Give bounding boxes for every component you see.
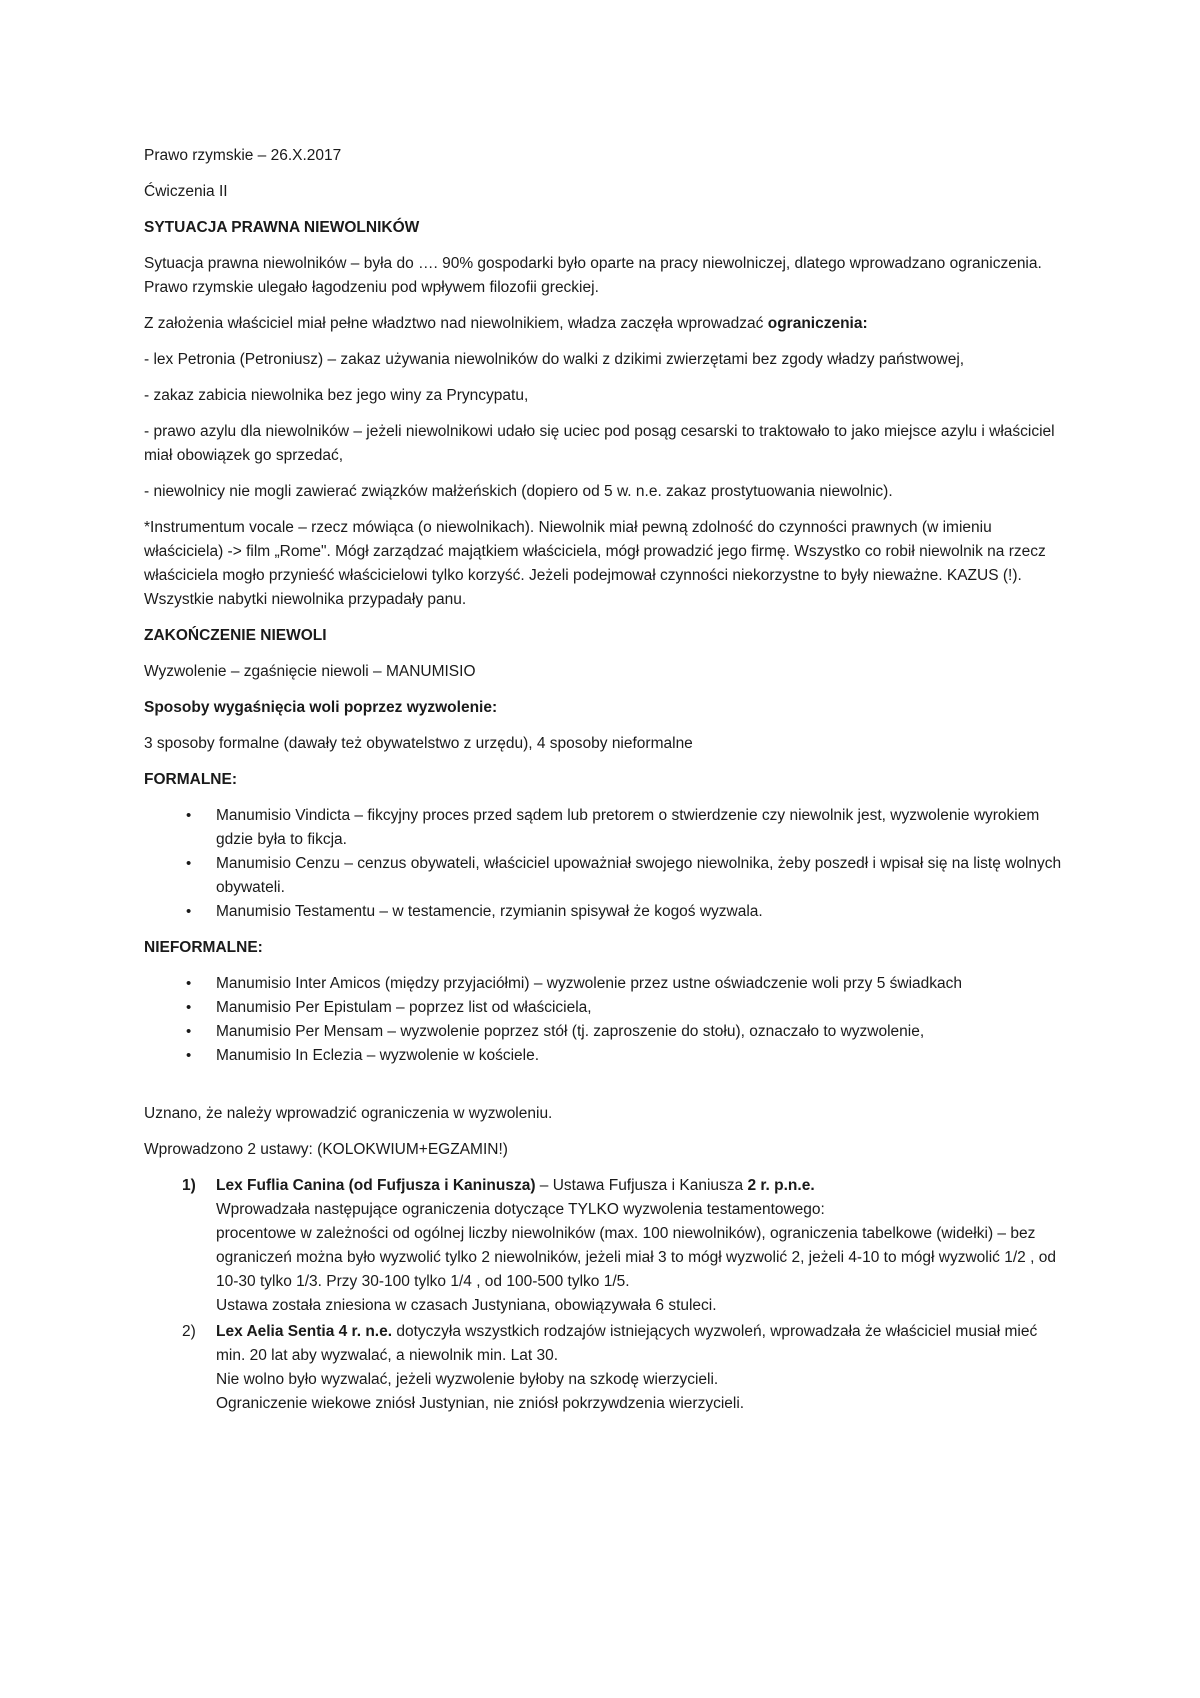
formal-heading: FORMALNE: <box>144 771 237 788</box>
document-subtitle: Ćwiczenia II <box>144 183 228 200</box>
section-heading-end-of-slavery: ZAKOŃCZENIE NIEWOLI <box>144 627 327 644</box>
restriction-item-1: - lex Petronia (Petroniusz) – zakaz używania niewolników do walki z dzikimi zwierzętami bez zgody władzy państwowej, <box>144 351 965 368</box>
law-item-aelia-sentia <box>144 1320 1070 1416</box>
law-line: Wprowadzała następujące ograniczenia dotyczące TYLKO wyzwolenia testamentowego: <box>216 1201 825 1218</box>
list-item: • Manumisio Testamentu – w testamencie, rzymianin spisywał że kogoś wyzwala. <box>144 900 1070 924</box>
restriction-item-2: - zakaz zabicia niewolnika bez jego winy za Pryncypatu, <box>144 387 529 404</box>
law-item-fufia-caninia <box>144 1174 1070 1318</box>
document-title: Prawo rzymskie – 26.X.2017 <box>144 147 342 164</box>
law-title-line <box>216 1320 1070 1368</box>
restrictions-lead-text: Z założenia właściciel miał pełne władztwo nad niewolnikiem, władza zaczęła wprowadzać <box>144 315 768 332</box>
restrictions-lead-bold: ograniczenia: <box>767 315 868 332</box>
law-number: 1) <box>182 1177 196 1194</box>
laws-list <box>144 1174 1070 1416</box>
informal-heading: NIEFORMALNE: <box>144 939 263 956</box>
list-item: • Manumisio Vindicta – fikcyjny proces przed sądem lub pretorem o stwierdzenie czy niewolnik jest, wyzwolenie wyrokiem gdzie była to fikcja. <box>144 804 1070 852</box>
methods-summary: 3 sposoby formalne (dawały też obywatelstwo z urzędu), 4 sposoby nieformalne <box>144 735 693 752</box>
paragraph-laws-intro: Wprowadzono 2 ustawy: (KOLOKWIUM+EGZAMIN!) <box>144 1141 508 1158</box>
law-line: Nie wolno było wyzwalać, jeżeli wyzwolenie byłoby na szkodę wierzycieli. <box>216 1371 719 1388</box>
law-date: 2 r. p.n.e. <box>747 1177 815 1194</box>
law-first-rest: dotyczyła wszystkich rodzajów istniejących wyzwoleń, wprowadzała że właściciel musiał mieć min. 20 lat aby wyzwalać, a niewolnik min. Lat 30. <box>216 1323 1038 1364</box>
paragraph-manumisio-definition: Wyzwolenie – zgaśnięcie niewoli – MANUMISIO <box>144 663 476 680</box>
list-item: • Manumisio Per Epistulam – poprzez list od właściciela, <box>144 996 1070 1020</box>
law-line: Ustawa została zniesiona w czasach Justyniana, obowiązywała 6 stuleci. <box>216 1297 717 1314</box>
list-item: • Manumisio Cenzu – cenzus obywateli, właściciel upoważniał swojego niewolnika, żeby poszedł i wpisał się na listę wolnych obywateli. <box>144 852 1070 900</box>
formal-list <box>144 804 1070 924</box>
law-date: 4 r. n.e. <box>338 1323 393 1340</box>
law-title-line <box>216 1174 1070 1198</box>
methods-heading: Sposoby wygaśnięcia woli poprzez wyzwolenie: <box>144 699 498 716</box>
paragraph-instrumentum-note: *Instrumentum vocale – rzecz mówiąca (o niewolnikach). Niewolnik miał pewną zdolność do czynności prawnych (w imieniu właściciela) -> film „Rome". Mógł zarządzać majątkiem właściciela, mógł prowadzić jego firmę. Wszystko co robił niewolnik na rzecz właściciela mogło przynieść właścicielowi tylko korzyść. Jeżeli podejmował czynności niekorzystne to były nieważne. KAZUS (!). Wszystkie nabytki niewolnika przypadały panu. <box>144 519 1046 608</box>
informal-list <box>144 972 1070 1068</box>
restriction-item-4: - niewolnicy nie mogli zawierać związków małżeńskich (dopiero od 5 w. n.e. zakaz prostytuowania niewolnic). <box>144 483 893 500</box>
law-line: Ograniczenie wiekowe zniósł Justynian, nie zniósł pokrzywdzenia wierzycieli. <box>216 1395 745 1412</box>
law-name: Lex Fuflia Canina (od Fufjusza i Kaninusza) <box>216 1177 536 1194</box>
paragraph-restrictions-statement: Uznano, że należy wprowadzić ograniczenia w wyzwoleniu. <box>144 1105 553 1122</box>
list-item: • Manumisio Inter Amicos (między przyjaciółmi) – wyzwolenie przez ustne oświadczenie woli przy 5 świadkach <box>144 972 1070 996</box>
paragraph-restrictions-lead <box>144 312 1070 336</box>
list-item: • Manumisio In Eclezia – wyzwolenie w kościele. <box>144 1044 1070 1068</box>
restriction-item-3: - prawo azylu dla niewolników – jeżeli niewolnikowi udało się uciec pod posąg cesarski to traktowało to jako miejsce azylu i właściciel miał obowiązek go sprzedać, <box>144 423 1055 464</box>
law-line: procentowe w zależności od ogólnej liczby niewolników (max. 100 niewolników), ograniczenia tabelkowe (widełki) – bez ograniczeń można było wyzwolić tylko 2 niewolników, jeżeli miał 3 to mógł wyzwolić 2, jeżeli 4-10 to mógł wyzwolić 1/2 , od 10-30 tylko 1/3. Przy 30-100 tylko 1/4 , od 100-500 tylko 1/5. <box>216 1225 1056 1290</box>
law-name: Lex Aelia Sentia <box>216 1323 335 1340</box>
list-item: • Manumisio Per Mensam – wyzwolenie poprzez stół (tj. zaproszenie do stołu), oznaczało to wyzwolenie, <box>144 1020 1070 1044</box>
section-heading-slaves: SYTUACJA PRAWNA NIEWOLNIKÓW <box>144 219 420 236</box>
paragraph-intro: Sytuacja prawna niewolników – była do …. 90% gospodarki było oparte na pracy niewolniczej, dlatego wprowadzano ograniczenia. Prawo rzymskie ulegało łagodzeniu pod wpływem filozofii greckiej. <box>144 255 1042 296</box>
law-number: 2) <box>182 1323 196 1340</box>
law-name-rest: – Ustawa Fufjusza i Kaniusza <box>535 1177 748 1194</box>
